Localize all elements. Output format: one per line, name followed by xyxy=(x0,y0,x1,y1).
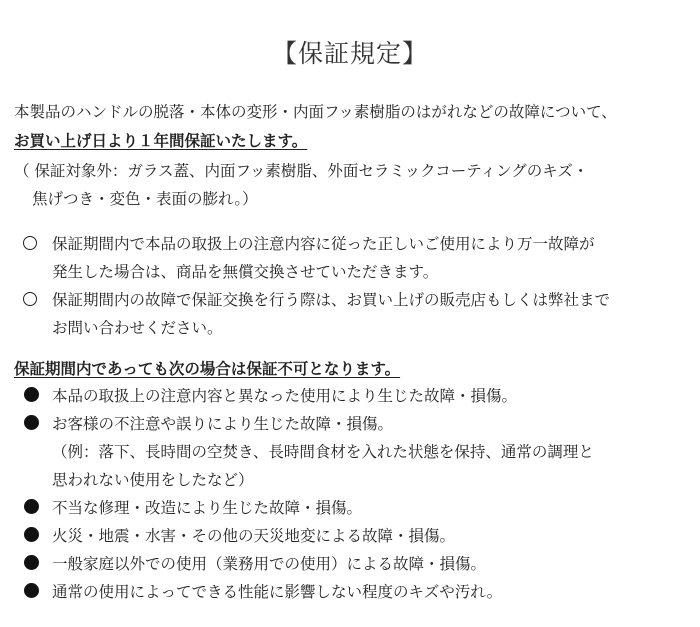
circle-item-1-line-1: 保証期間内で本品の取扱上の注意内容に従った正しいご使用により万一故障が xyxy=(52,235,595,253)
bullet-item-2-note-line-2: 思われない使用をしたなど） xyxy=(52,471,254,489)
warranty-period-statement: お買い上げ日より１年間保証いたします。 xyxy=(14,132,308,150)
circle-item-2-line-1: 保証期間内の故障で保証交換を行う際は、お買い上げの販売店もしくは弊社まで xyxy=(52,291,611,309)
circle-item-2-line-2: お問い合わせください。 xyxy=(52,319,223,337)
exclusion-line-1: （ 保証対象外：ガラス蓋、内面フッ素樹脂、外面セラミックコーティングのキズ・ xyxy=(14,162,589,180)
filled-bullet-icon xyxy=(24,387,39,402)
bullet-item-3: 不当な修理・改造により生じた故障・損傷。 xyxy=(52,499,363,517)
bullet-item-5: 一般家庭以外での使用（業務用での使用）による故障・損傷。 xyxy=(52,555,487,573)
bullet-item-2: お客様の不注意や誤りにより生じた故障・損傷。 xyxy=(52,415,394,433)
page-title: 【保証規定】 xyxy=(271,39,428,68)
filled-bullet-icon xyxy=(24,415,39,430)
filled-bullet-icon xyxy=(24,555,39,570)
exclusion-line-2: 焦げつき・変色・表面の膨れ。） xyxy=(32,190,258,208)
filled-bullet-icon xyxy=(24,527,39,542)
not-covered-heading: 保証期間内であっても次の場合は保証不可となります。 xyxy=(14,360,401,378)
circle-item-1-line-2: 発生した場合は、商品を無償交換させていただきます。 xyxy=(52,263,439,281)
bullet-item-6: 通常の使用によってできる性能に影響しない程度のキズや汚れ。 xyxy=(52,583,503,601)
bullet-item-2-note-line-1: （例：落下、長時間の空焚き、長時間食材を入れた状態を保持、通常の調理と xyxy=(52,443,594,461)
bullet-item-1: 本品の取扱上の注意内容と異なった使用により生じた故障・損傷。 xyxy=(52,387,518,405)
circle-bullet-icon xyxy=(23,236,37,250)
filled-bullet-icon xyxy=(24,583,39,598)
bullet-item-4: 火災・地震・水害・その他の天災地変による故障・損傷。 xyxy=(52,527,456,545)
filled-bullet-icon xyxy=(24,499,39,514)
intro-line-1: 本製品のハンドルの脱落・本体の変形・内面フッ素樹脂のはがれなどの故障について、 xyxy=(14,103,617,121)
circle-bullet-icon xyxy=(23,292,37,306)
